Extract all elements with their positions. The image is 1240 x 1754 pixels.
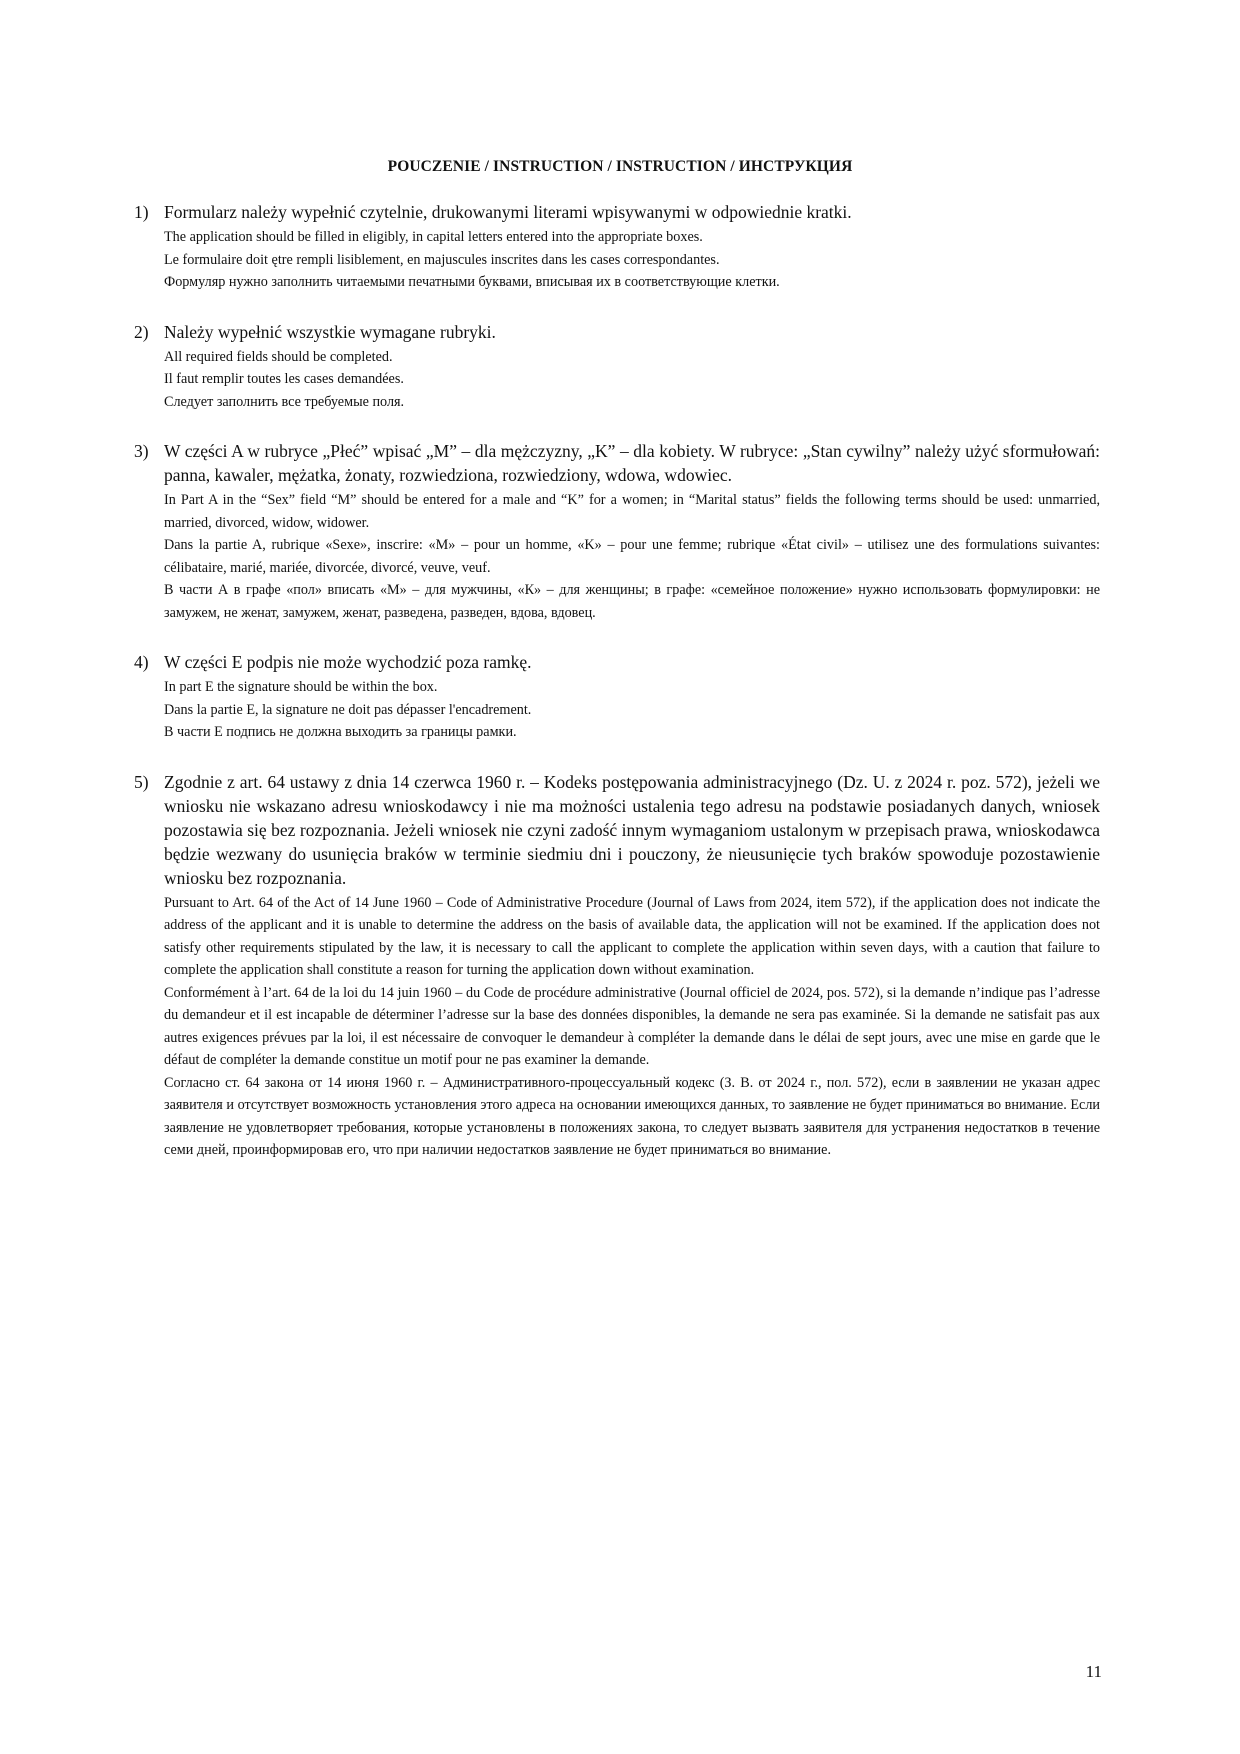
- polish-text: W części A w rubryce „Płeć” wpisać „M” – dla mężczyzny, „K” – dla kobiety. W rubryce: „Stan cywilny” należy użyć sformułowań: panna, kawaler, mężatka, żonaty, rozwiedziona, rozwiedziony, wdowa, wdowiec.: [164, 441, 1100, 485]
- item-number: 2): [134, 321, 149, 342]
- russian-text: Согласно ст. 64 закона от 14 июня 1960 г. – Административного-процессуальный кодекс (З. В. от 2024 г., пол. 572), если в заявлении не указан адрес заявителя и отсутствует возможность установления этого адреса на основании имеющихся данных, то заявление не будет приниматься во внимание. Если заявление не удовлетворяет требования, которые установлены в положениях закона, то следует вызвать заявителя для устранения недостатков в течение семи дней, проинформировав его, что при наличии недостатков заявление не будет приниматься во внимание.: [164, 1074, 1100, 1158]
- item-number: 3): [134, 441, 149, 461]
- french-text: Il faut remplir toutes les cases demandées.: [164, 371, 404, 387]
- page-title: POUCZENIE / INSTRUCTION / INSTRUCTION / ИНСТРУКЦИЯ: [387, 158, 853, 175]
- item-number: 5): [134, 771, 149, 792]
- item-number: 4): [134, 652, 149, 672]
- instruction-list: [134, 200, 1100, 1188]
- english-text: In part E the signature should be within the box.: [164, 679, 438, 695]
- item-body: [164, 650, 1100, 744]
- russian-text: В части А в графе «пол» вписать «М» – для мужчины, «К» – для женщины; в графе: «семейное положение» нужно использовать формулировки: не замужем, не женат, замужем, женат, разведена, разведен, вдова, вдовец.: [164, 582, 1100, 621]
- page-number: 11: [1085, 1662, 1102, 1681]
- item-body: [164, 200, 1100, 294]
- instruction-item-1: [134, 200, 1100, 294]
- polish-text: Formularz należy wypełnić czytelnie, drukowanymi literami wpisywanymi w odpowiednie kratki.: [164, 202, 852, 222]
- instruction-item-5: [134, 770, 1100, 1162]
- english-text: The application should be filled in eligibly, in capital letters entered into the appropriate boxes.: [164, 229, 703, 245]
- polish-text: Zgodnie z art. 64 ustawy z dnia 14 czerwca 1960 r. – Kodeks postępowania administracyjnego (Dz. U. z 2024 r. poz. 572), jeżeli we wniosku nie wskazano adresu wnioskodawcy i nie ma możności ustalenia tego adresu na podstawie posiadanych danych, wniosek pozostawia się bez rozpoznania. Jeżeli wniosek nie czyni zadość innym wymaganiom ustalonym w przepisach prawa, wnioskodawca będzie wezwany do usunięcia braków w terminie siedmiu dni i pouczony, że nieusunięcie tych braków spowoduje pozostawienie wniosku bez rozpoznania.: [164, 771, 1100, 888]
- item-body: [164, 320, 1100, 414]
- instruction-item-2: [134, 320, 1100, 414]
- instruction-item-3: [134, 439, 1100, 624]
- french-text: Conformément à l’art. 64 de la loi du 14 juin 1960 – du Code de procédure administrative (Journal officiel de 2024, pos. 572), si la demande n’indique pas l’adresse du demandeur et il est incapable de déterminer l’adresse sur la base des données disponibles, la demande ne sera pas examinée. Si la demande ne satisfait pas aux autres exigences prévues par la loi, il est nécessaire de convoquer le demandeur à compléter la demande dans le délai de sept jours, avec une mise en garde que le défaut de compléter la demande constitue un motif pour ne pas examiner la demande.: [164, 984, 1100, 1068]
- russian-text: Следует заполнить все требуемые поля.: [164, 393, 405, 410]
- french-text: Dans la partie E, la signature ne doit pas dépasser l'encadrement.: [164, 701, 532, 718]
- russian-text: В части Е подпись не должна выходить за границы рамки.: [164, 724, 517, 740]
- instruction-item-4: [134, 650, 1100, 744]
- item-body: [164, 770, 1100, 1162]
- russian-text: Формуляр нужно заполнить читаемыми печатными буквами, вписывая их в соответствующие клетки.: [164, 274, 780, 290]
- item-body: [164, 439, 1100, 624]
- english-text: All required fields should be completed.: [164, 348, 393, 365]
- item-number: 1): [134, 202, 149, 222]
- french-text: Dans la partie A, rubrique «Sexe», inscrire: «M» – pour un homme, «K» – pour une femme; rubrique «État civil» – utilisez une des formulations suivantes: célibataire, marié, mariée, divorcée, divorcé, veuve, veuf.: [164, 537, 1100, 576]
- polish-text: W części E podpis nie może wychodzić poza ramkę.: [164, 652, 532, 672]
- french-text: Le formulaire doit ętre rempli lisiblement, en majuscules inscrites dans les cases correspondantes.: [164, 251, 720, 268]
- polish-text: Należy wypełnić wszystkie wymagane rubryki.: [164, 321, 496, 342]
- english-text: In Part A in the “Sex” field “M” should be entered for a male and “K” for a women; in “Marital status” fields the following terms should be used: unmarried, married, divorced, widow, widower.: [164, 492, 1100, 531]
- english-text: Pursuant to Art. 64 of the Act of 14 June 1960 – Code of Administrative Procedure (Journal of Laws from 2024, item 572), if the application does not indicate the address of the applicant and it is unable to determine the address on the basis of available data, the application will not be examined. If the application does not satisfy other requirements stipulated by the law, it is necessary to call the applicant to complete the application within seven days, with a caution that failure to complete the application shall constitute a reason for turning the application down without examination.: [164, 894, 1100, 978]
